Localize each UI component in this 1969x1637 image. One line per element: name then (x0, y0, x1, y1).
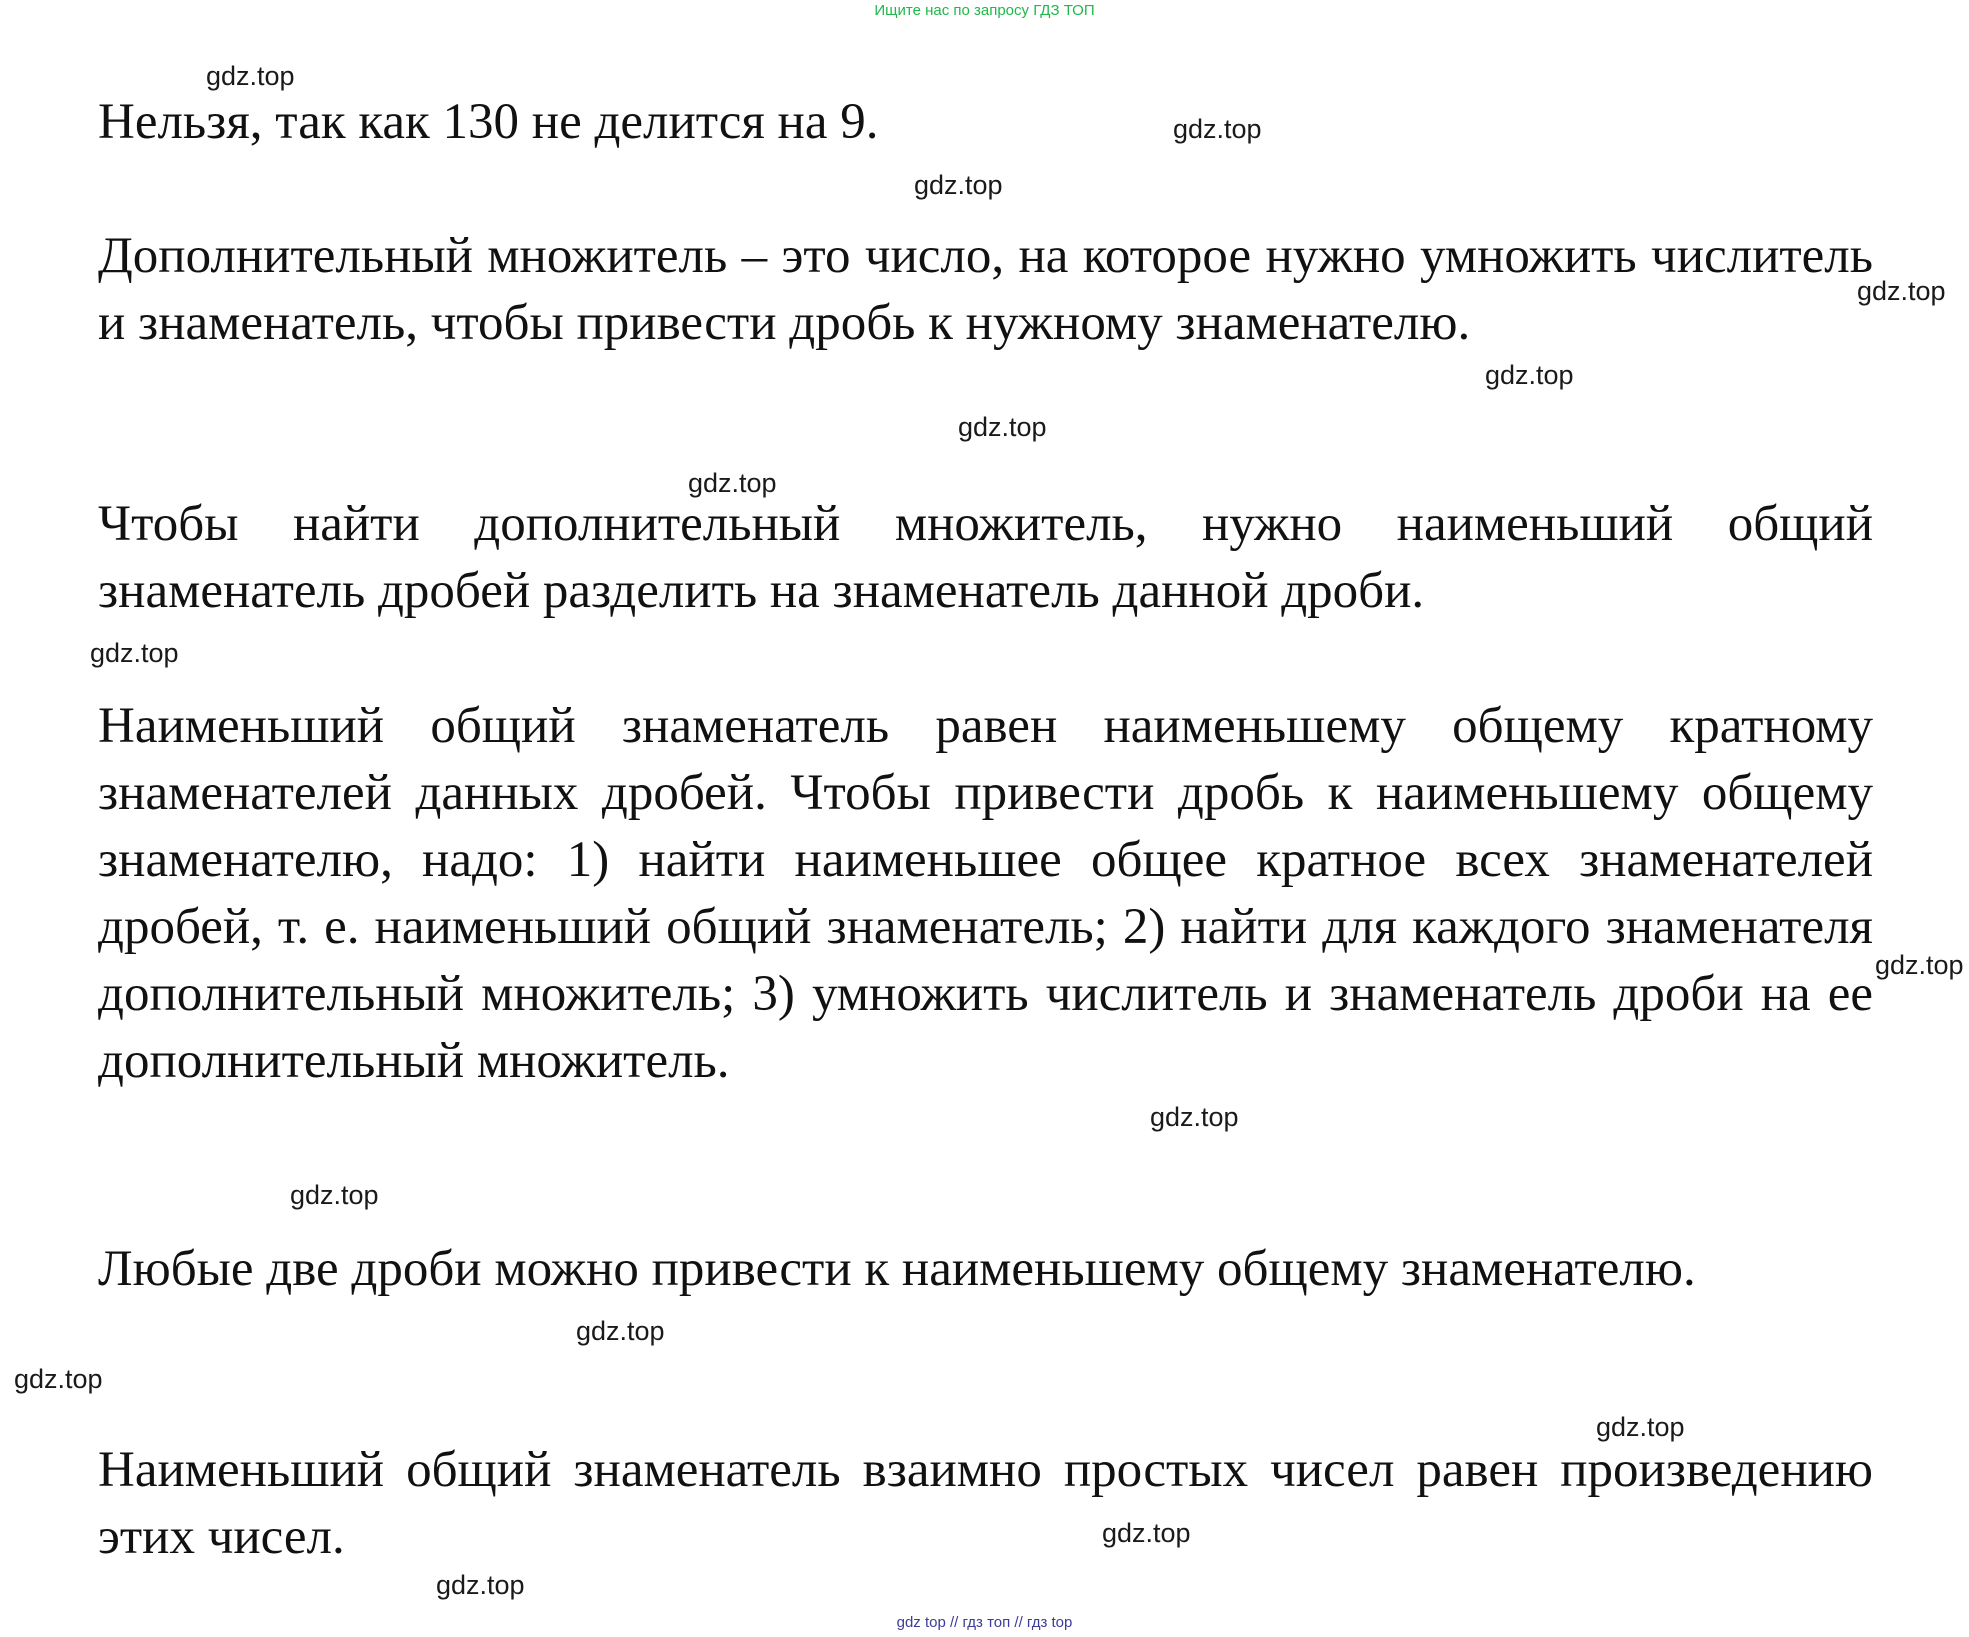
paragraph-answer: Нельзя, так как 130 не делится на 9. (98, 94, 879, 150)
watermark: gdz.top (914, 170, 1003, 200)
watermark: gdz.top (206, 61, 295, 91)
watermark: gdz.top (1485, 360, 1574, 390)
paragraph-coprime: Наименьший общий знаменатель взаимно простых чисел равен произведению этих чисел. (98, 1442, 1873, 1565)
top-banner: Ищите нас по запросу ГДЗ ТОП (874, 2, 1095, 19)
watermark: gdz.top (688, 468, 777, 498)
bottom-banner: gdz top // гдз топ // гдз top (896, 1614, 1073, 1631)
watermark: gdz.top (576, 1316, 665, 1346)
paragraph-any-two-fractions: Любые две дроби можно привести к наименьшему общему знаменателю. (98, 1241, 1696, 1297)
paragraph-definition: Дополнительный множитель – это число, на которое нужно умножить числитель и знаменатель, чтобы привести дробь к нужному знаменателю. (98, 228, 1873, 351)
watermark: gdz.top (1596, 1412, 1685, 1442)
watermark: gdz.top (90, 638, 179, 668)
paragraph-rule: Наименьший общий знаменатель равен наименьшему общему кратному знаменателей данных дробей. Чтобы привести дробь к наименьшему общему знаменателю, надо: 1) найти наименьшее общее кратное всех знаменателей дробей, т. е. наименьший общий знаменатель; 2) найти для каждого знаменателя дополнительный множитель; 3) умножить числитель и знаменатель дроби на ее дополнительный множитель. (98, 698, 1873, 1089)
paragraph-how-to-find: Чтобы найти дополнительный множитель, нужно наименьший общий знаменатель дробей разделить на знаменатель данной дроби. (98, 496, 1873, 619)
watermark: gdz.top (436, 1570, 525, 1600)
watermark: gdz.top (1857, 276, 1946, 306)
watermark: gdz.top (1875, 950, 1964, 980)
watermark: gdz.top (1102, 1518, 1191, 1548)
watermark: gdz.top (1173, 114, 1262, 144)
watermark: gdz.top (14, 1364, 103, 1394)
watermark: gdz.top (958, 412, 1047, 442)
watermark: gdz.top (290, 1180, 379, 1210)
watermark: gdz.top (1150, 1102, 1239, 1132)
